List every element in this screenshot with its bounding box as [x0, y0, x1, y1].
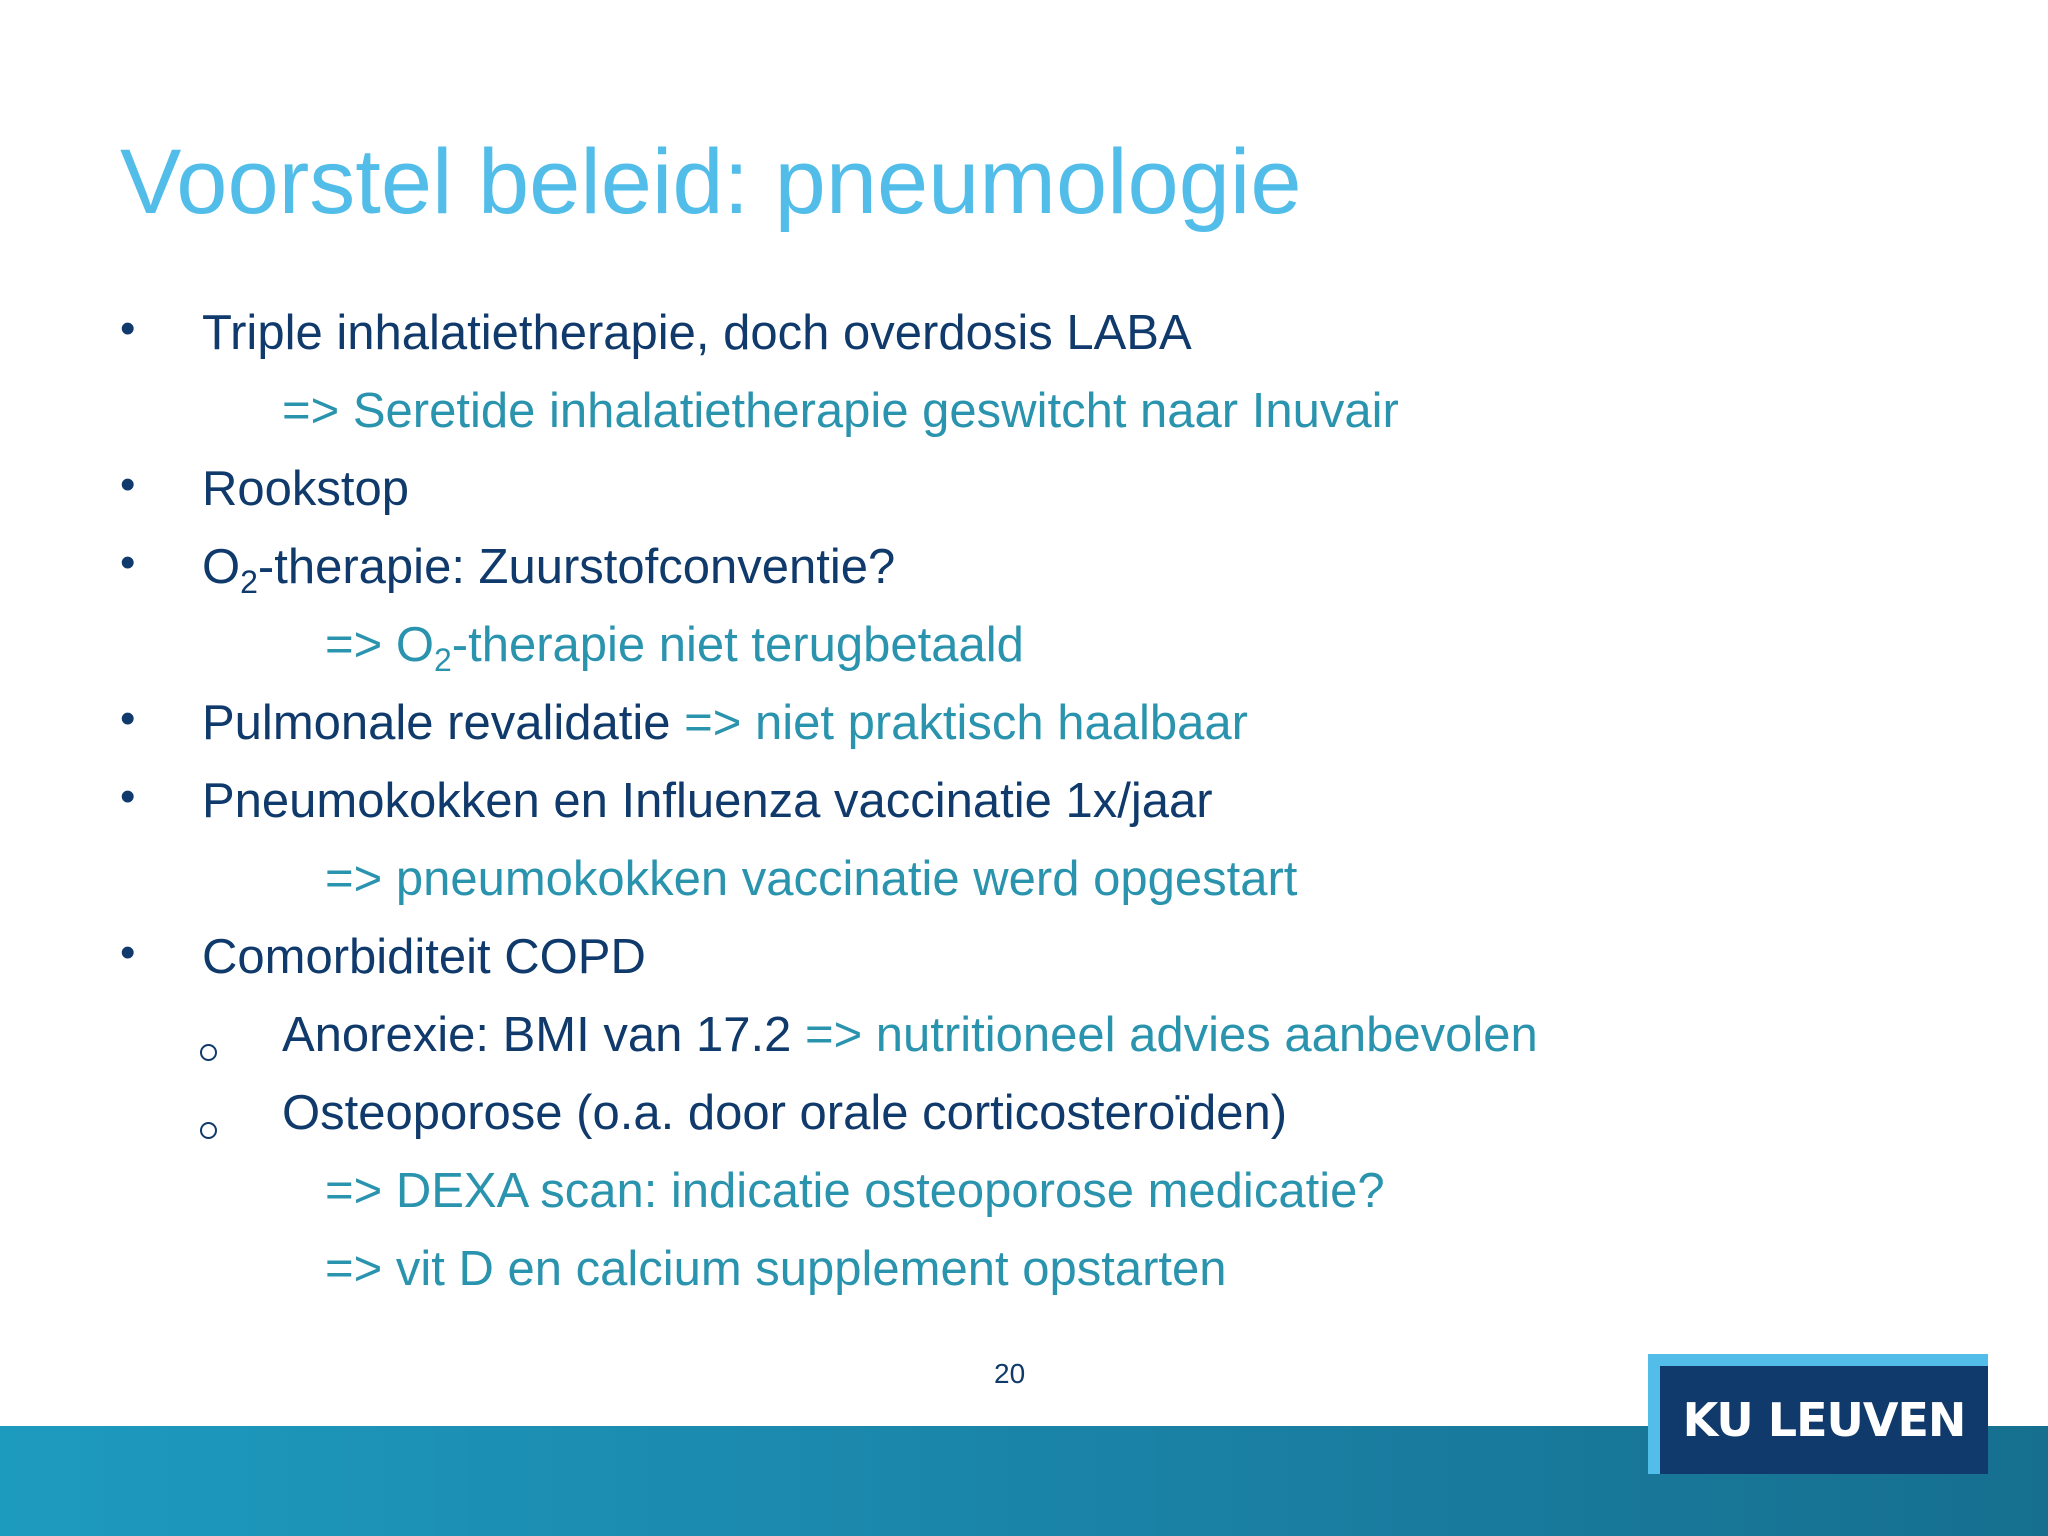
action-seretide-switch: => Seretide inhalatietherapie geswitcht naar Inuvair	[282, 384, 1399, 438]
action-vitamin-d-calcium: => vit D en calcium supplement opstarten	[325, 1242, 1227, 1296]
o2-action-prefix: => O	[325, 618, 434, 672]
bullet-pulmonary-rehab	[202, 694, 1248, 753]
bullet-marker: •	[120, 460, 136, 509]
slide-title: Voorstel beleid: pneumologie	[120, 131, 1302, 233]
sub-bullet-osteoporosis: Osteoporose (o.a. door orale corticosteroïden)	[282, 1086, 1288, 1140]
o2-text: -therapie: Zuurstofconventie?	[257, 540, 896, 594]
bullet-o2-therapy	[202, 538, 896, 600]
page-number: 20	[994, 1358, 1026, 1389]
action-pneumococcal-vaccination: => pneumokokken vaccinatie werd opgestart	[325, 852, 1298, 906]
sub-bullet-circle-icon	[200, 1122, 217, 1139]
o2-prefix: O	[202, 540, 241, 594]
bullet-rookstop: Rookstop	[202, 462, 410, 516]
ku-leuven-logo	[1660, 1366, 1988, 1474]
bullet-triple-inhalation: Triple inhalatietherapie, doch overdosis LABA	[202, 306, 1192, 360]
rehab-action: => niet praktisch haalbaar	[670, 696, 1248, 750]
sub-bullet-circle-icon	[200, 1044, 217, 1061]
bullet-marker: •	[120, 928, 136, 977]
logo-text: KU LEUVEN	[1682, 1393, 1966, 1447]
o2-action-subscript: 2	[433, 642, 452, 678]
o2-subscript: 2	[240, 564, 258, 600]
sub-bullet-anorexia	[282, 1006, 1538, 1065]
bullet-marker: •	[120, 538, 136, 587]
anorexia-action: => nutritioneel advies aanbevolen	[791, 1008, 1538, 1062]
rehab-text: Pulmonale revalidatie	[202, 696, 671, 750]
bullet-marker: •	[120, 304, 136, 353]
action-dexa-scan: => DEXA scan: indicatie osteoporose medicatie?	[325, 1164, 1385, 1218]
bullet-marker: •	[120, 772, 136, 821]
bullet-marker: •	[120, 694, 136, 743]
anorexia-text: Anorexie: BMI van 17.2	[282, 1008, 792, 1062]
o2-action-text: -therapie niet terugbetaald	[451, 618, 1024, 672]
bullet-comorbidity: Comorbiditeit COPD	[202, 930, 646, 984]
bullet-vaccination: Pneumokokken en Influenza vaccinatie 1x/jaar	[202, 774, 1213, 828]
action-o2-not-reimbursed	[325, 616, 1024, 678]
